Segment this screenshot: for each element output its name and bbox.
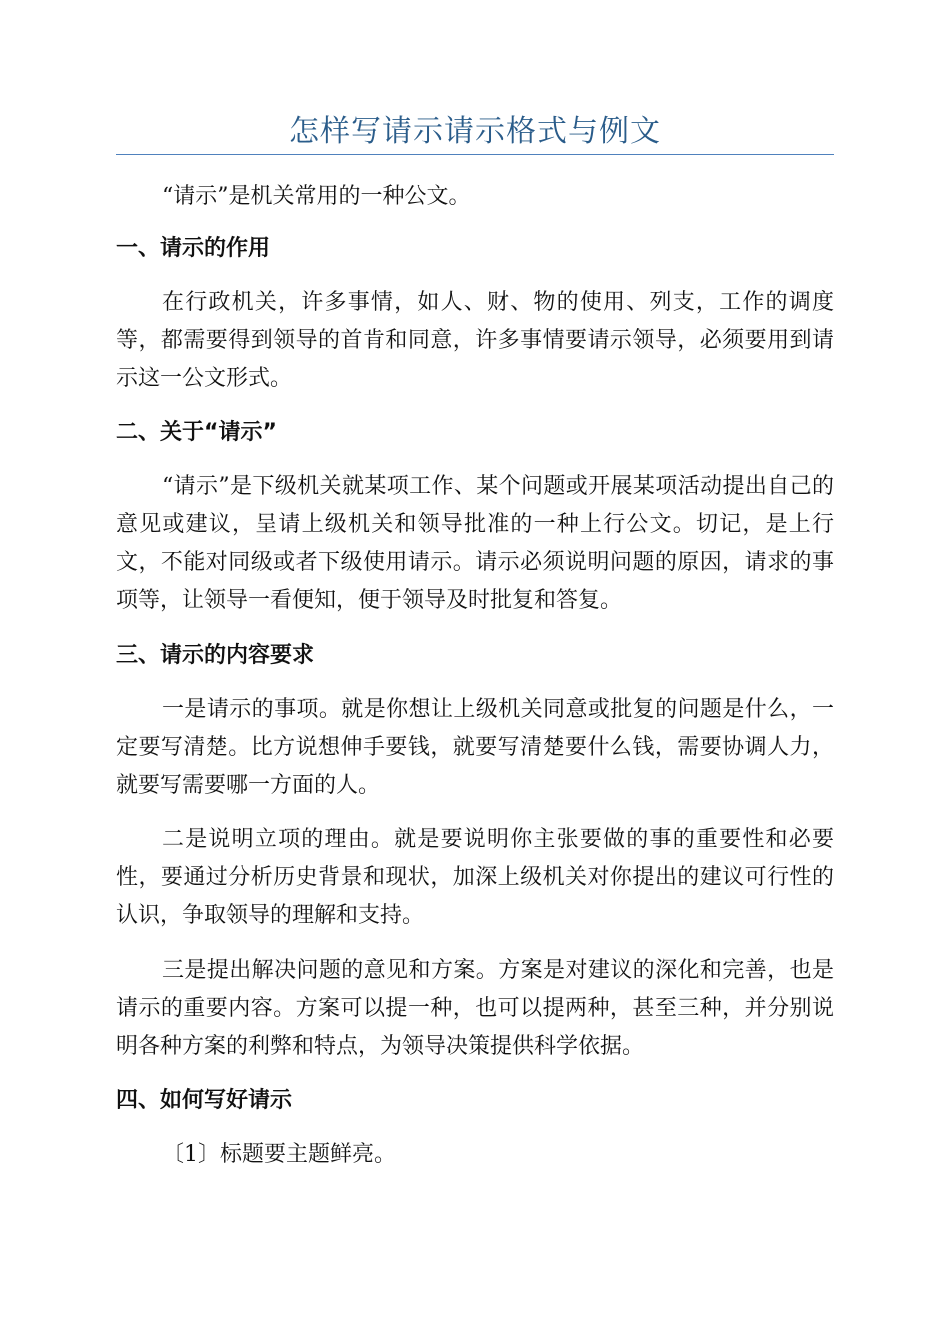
section-heading-2: 二、关于“请示” <box>116 420 277 445</box>
document-title: 怎样写请示请示格式与例文 <box>289 114 661 149</box>
section-heading-4: 四、如何写好请示 <box>116 1088 293 1113</box>
section-3-paragraph-2: 二是说明立项的理由。就是要说明你主张要做的事的重要性和必要性，要通过分析历史背景和现状，加深上级机关对你提出的建议可行性的认识，争取领导的理解和支持。 <box>116 827 834 928</box>
section-3-paragraph-3: 三是提出解决问题的意见和方案。方案是对建议的深化和完善，也是请示的重要内容。方案可以提一种，也可以提两种，甚至三种，并分别说明各种方案的利弊和特点，为领导决策提供科学依据。 <box>116 958 834 1059</box>
section-3-paragraph-1: 一是请示的事项。就是你想让上级机关同意或批复的问题是什么，一定要写清楚。比方说想伸手要钱，就要写清楚要什么钱，需要协调人力，就要写需要哪一方面的人。 <box>116 697 834 798</box>
section-4-paragraph-1: 〔1〕标题要主题鲜亮。 <box>162 1142 396 1167</box>
section-heading-1: 一、请示的作用 <box>116 236 271 261</box>
title-underline <box>116 154 834 155</box>
intro-paragraph: “请示”是机关常用的一种公文。 <box>162 184 471 209</box>
section-heading-3: 三、请示的内容要求 <box>116 643 315 668</box>
section-2-paragraph-1: “请示”是下级机关就某项工作、某个问题或开展某项活动提出自己的意见或建议，呈请上级机关和领导批准的一种上行公文。切记，是上行文，不能对同级或者下级使用请示。请示必须说明问题的原因，请求的事项等，让领导一看便知，便于领导及时批复和答复。 <box>116 474 834 613</box>
section-1-paragraph-1: 在行政机关，许多事情，如人、财、物的使用、列支，工作的调度等，都需要得到领导的首肯和同意，许多事情要请示领导，必须要用到请示这一公文形式。 <box>116 290 834 391</box>
